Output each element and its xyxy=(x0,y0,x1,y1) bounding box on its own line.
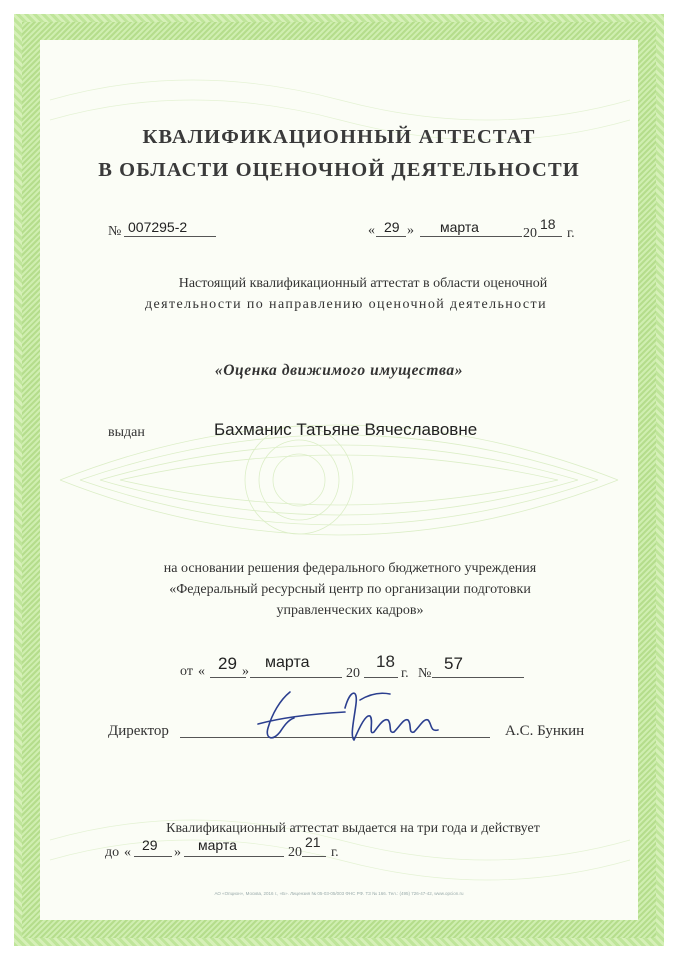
issue-day-underline xyxy=(376,236,406,237)
decision-year-suffix: г. xyxy=(401,666,409,681)
issue-date-century: 20 xyxy=(523,226,537,241)
issue-date-month: марта xyxy=(440,219,479,235)
decision-open-quote: « xyxy=(198,664,205,679)
valid-until-suffix: г. xyxy=(331,845,339,860)
title-line-1: КВАЛИФИКАЦИОННЫЙ АТТЕСТАТ xyxy=(142,126,536,148)
issue-month-underline xyxy=(420,236,522,237)
basis-line-1: на основании решения федерального бюджетного учреждения xyxy=(163,561,537,576)
basis-line-3: управленческих кадров» xyxy=(276,603,424,618)
decision-number: 57 xyxy=(444,654,463,673)
title-line-2: В ОБЛАСТИ ОЦЕНОЧНОЙ ДЕЯТЕЛЬНОСТИ xyxy=(98,159,580,181)
basis-line-2: «Федеральный ресурсный центр по организации подготовки xyxy=(169,582,531,597)
decision-month-underline xyxy=(250,677,342,678)
issue-date-day: 29 xyxy=(384,219,400,235)
director-name: А.С. Бункин xyxy=(505,723,585,739)
issue-date-open-quote: « xyxy=(368,223,375,238)
valid-until-month: марта xyxy=(198,837,237,853)
valid-until-day: 29 xyxy=(142,837,158,853)
issue-date-suffix: г. xyxy=(567,226,575,241)
valid-until-label: до xyxy=(105,845,120,860)
recipient-name: Бахманис Татьяне Вячеславовне xyxy=(214,420,478,439)
number-underline xyxy=(124,236,216,237)
valid-year-underline xyxy=(302,856,326,857)
valid-until-close-quote: » xyxy=(174,845,181,860)
decision-day-underline xyxy=(210,677,246,678)
certificate-number: 007295-2 xyxy=(128,219,188,235)
valid-until-year: 21 xyxy=(305,834,321,850)
specialization: «Оценка движимого имущества» xyxy=(214,362,464,379)
issued-to-label: выдан xyxy=(108,425,145,440)
valid-until-open-quote: « xyxy=(124,845,131,860)
valid-day-underline xyxy=(134,856,172,857)
number-label: № xyxy=(108,224,122,239)
decision-close-quote: » xyxy=(242,664,249,679)
decision-number-underline xyxy=(432,677,524,678)
valid-month-underline xyxy=(184,856,284,857)
decision-century: 20 xyxy=(346,666,360,681)
valid-until-century: 20 xyxy=(288,845,302,860)
decision-month: марта xyxy=(265,654,310,671)
decision-year-underline xyxy=(364,677,398,678)
issue-year-underline xyxy=(538,236,562,237)
decision-number-label: № xyxy=(418,666,432,681)
decision-day: 29 xyxy=(218,654,237,673)
director-label: Директор xyxy=(108,723,169,739)
validity-line: Квалификационный аттестат выдается на три года и действует xyxy=(166,821,540,836)
issue-date-close-quote: » xyxy=(407,223,414,238)
issue-date-year: 18 xyxy=(540,216,556,232)
intro-line-1: Настоящий квалификационный аттестат в области оценочной xyxy=(178,276,548,291)
director-signature xyxy=(250,680,490,760)
decision-from-label: от xyxy=(180,664,193,679)
decision-year: 18 xyxy=(376,652,395,671)
intro-line-2: деятельности по направлению оценочной деятельности xyxy=(145,297,547,312)
printer-imprint: АО «Опцион», Москва, 2016 г., «Б». Лицензия № 05-03-05/003 ФНС РФ. ТЗ № 166. Тел.: (495) 726-47-42, www.opcion.ru xyxy=(214,891,464,896)
